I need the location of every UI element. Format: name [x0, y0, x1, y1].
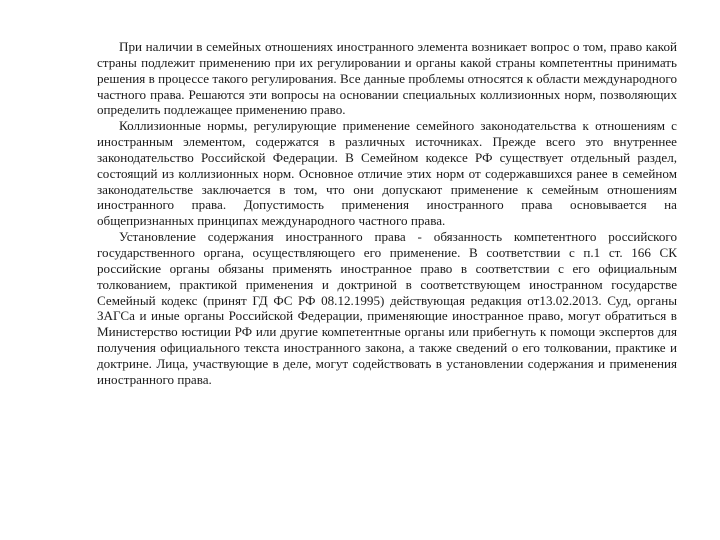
paragraph-3: Установление содержания иностранного права - обязанность компетентного российского государственного органа, осуществляющего его применение. В соответствии с п.1 ст. 166 СК российские органы обязаны применять иностранное право в соответствии с его официальным толкованием, практикой применения и доктриной в соответствующем иностранном государстве Семейный кодекс (принят ГД ФС РФ 08.12.1995) действующая редакция от13.02.2013. Суд, органы ЗАГСа и иные органы Российской Федерации, применяющие иностранное право, могут обратиться в Министерство юстиции РФ или другие компетентные органы или прибегнуть к помощи экспертов для получения официального текста иностранного закона, а также сведений о его толковании, практике и доктрине. Лица, участвующие в деле, могут содействовать в установлении содержания и применения иностранного права. [97, 229, 677, 387]
paragraph-1: При наличии в семейных отношениях иностранного элемента возникает вопрос о том, право какой страны подлежит применению при их регулировании и органы какой страны компетентны принимать решения в процессе такого регулирования. Все данные проблемы относятся к области международного частного права. Решаются эти вопросы на основании специальных коллизионных норм, позволяющих определить подлежащее применению право. [97, 39, 677, 118]
paragraph-2: Коллизионные нормы, регулирующие применение семейного законодательства к отношениям с иностранным элементом, содержатся в различных источниках. Прежде всего это внутреннее законодательство Российской Федерации. В Семейном кодексе РФ существует отдельный раздел, состоящий из коллизионных норм. Основное отличие этих норм от содержавшихся ранее в семейном законодательстве заключается в том, что они допускают применение к семейным отношениям иностранного права. Допустимость применения иностранного права основывается на общепризнанных принципах международного частного права. [97, 118, 677, 229]
document-body [97, 39, 677, 388]
